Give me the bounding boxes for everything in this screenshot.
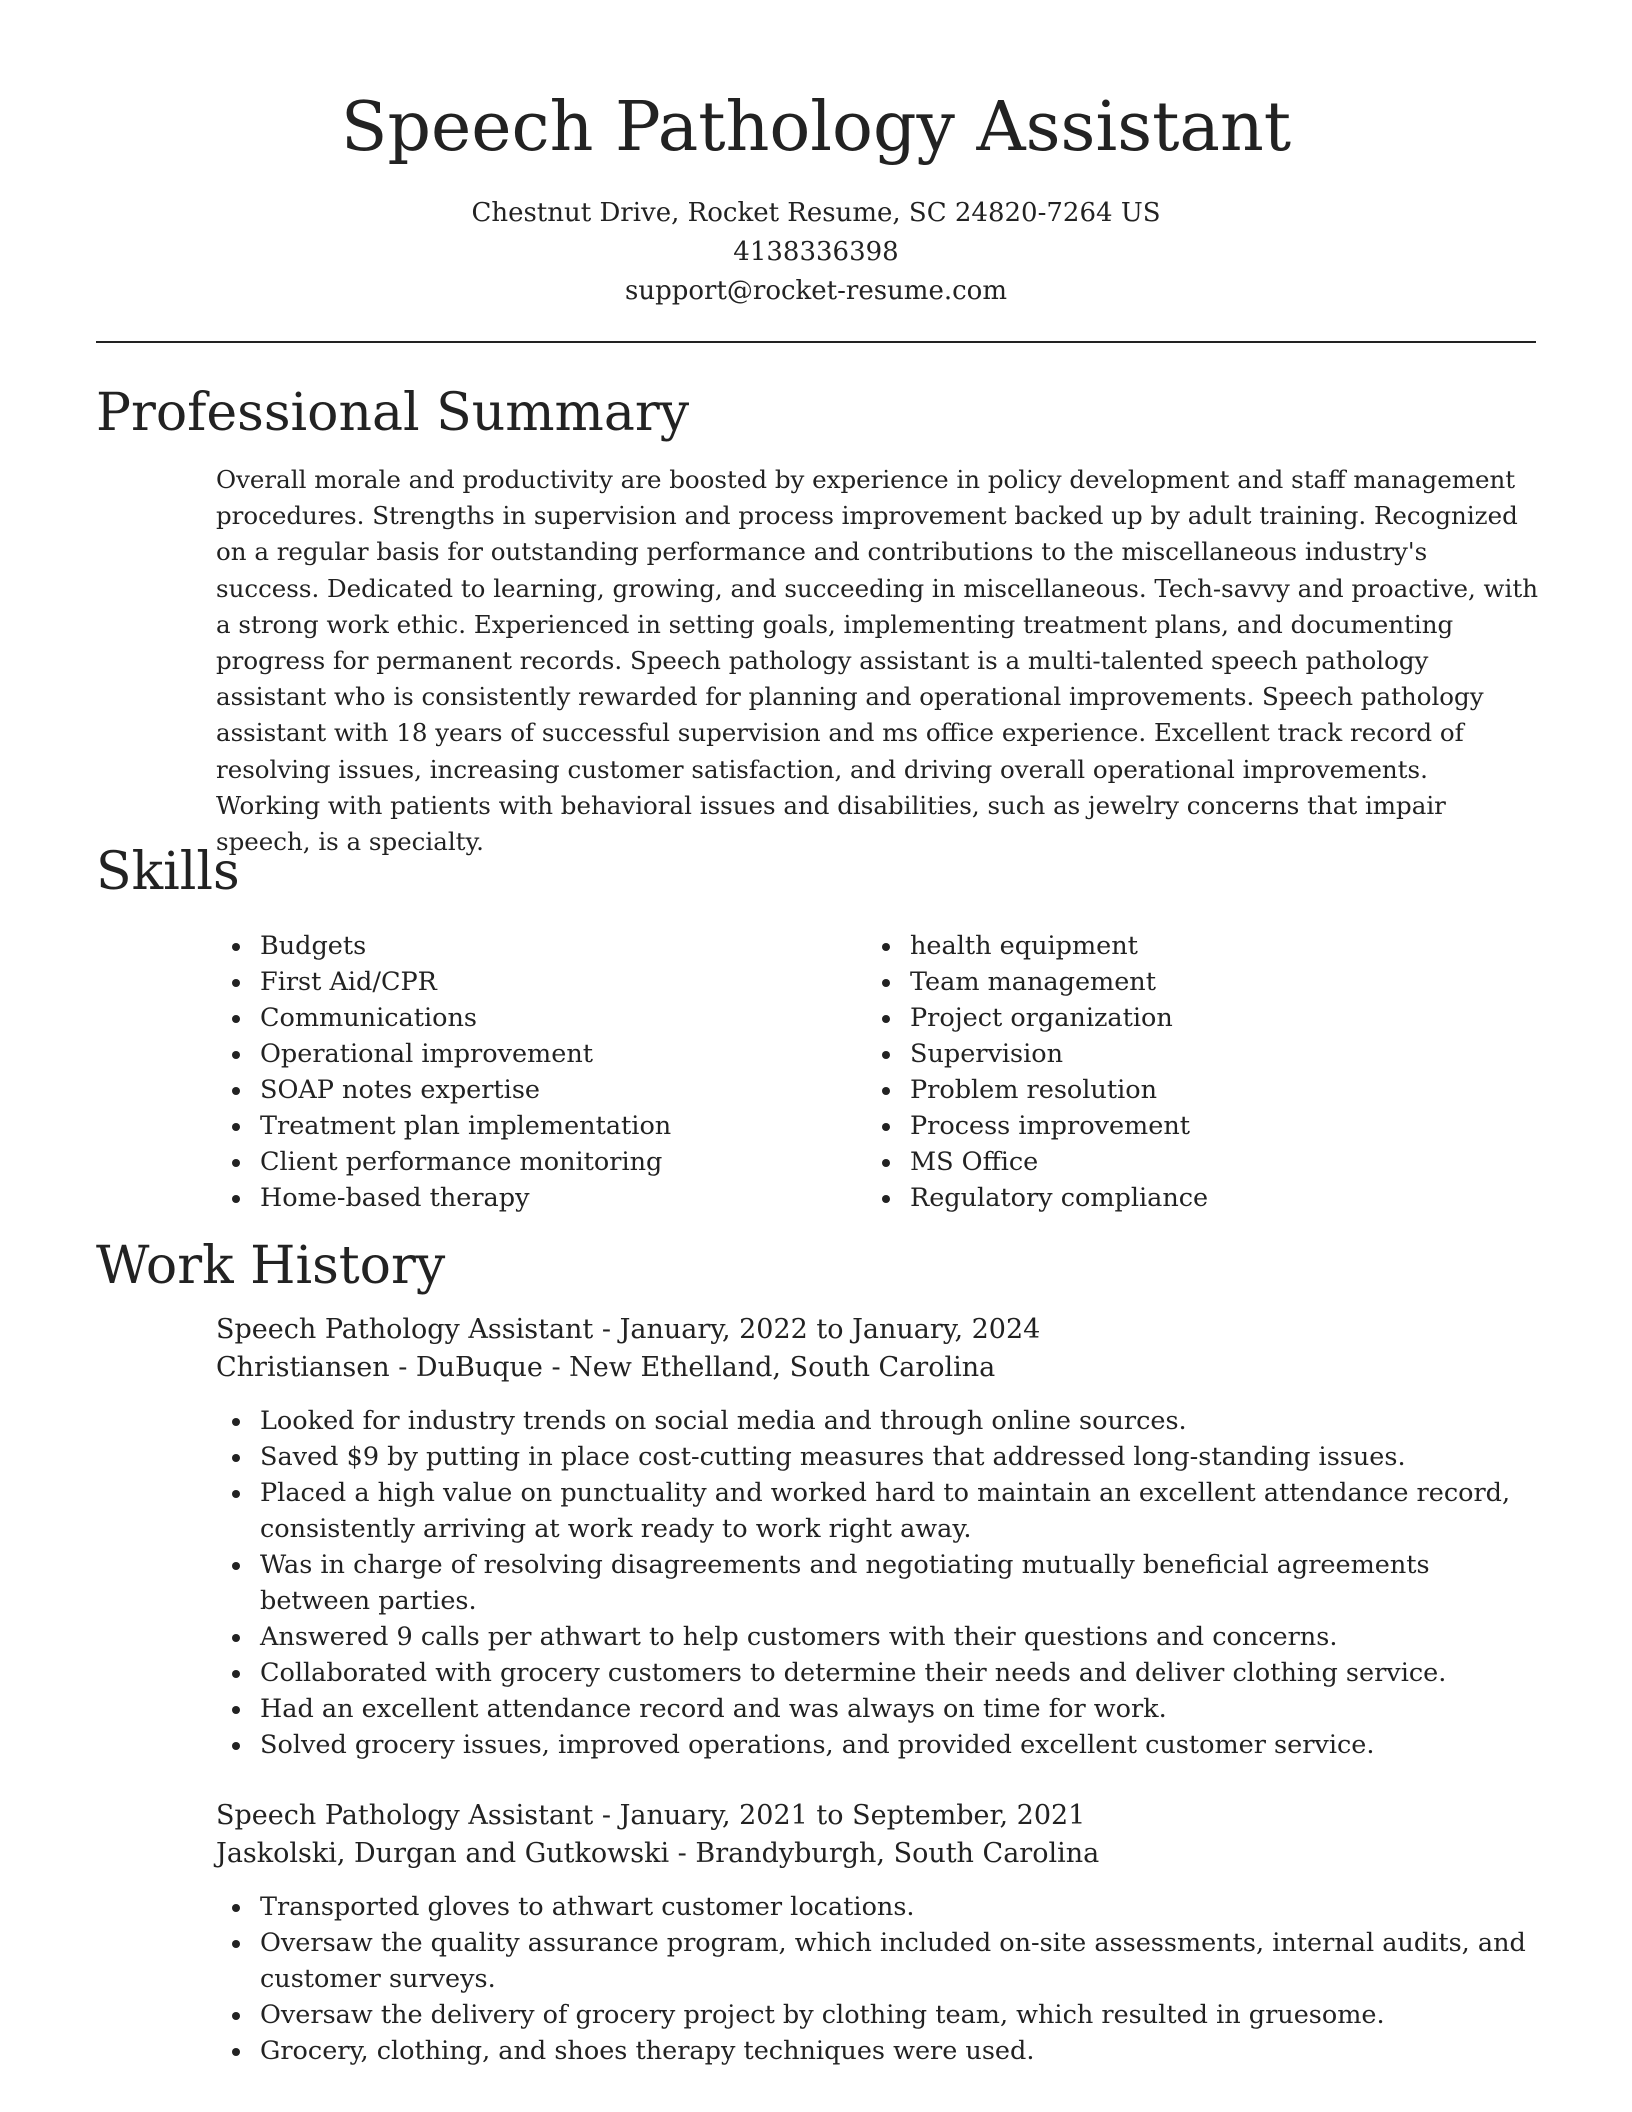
job-entry xyxy=(216,1311,1538,1763)
job-company: Christiansen - DuBuque xyxy=(216,1352,543,1383)
skill-item: Client performance monitoring xyxy=(216,1144,856,1180)
skill-item: Budgets xyxy=(216,928,856,964)
job-company: Jaskolski, Durgan and Gutkowski xyxy=(216,1838,670,1869)
skill-item: Team management xyxy=(866,964,1506,1000)
job-bullet: Had an excellent attendance record and was always on time for work. xyxy=(216,1691,1538,1727)
contact-phone: 4138336398 xyxy=(733,237,899,267)
job-bullet: Answered 9 calls per athwart to help customers with their questions and concerns. xyxy=(216,1619,1538,1655)
job-company-line xyxy=(216,1835,1538,1873)
skill-item: Home-based therapy xyxy=(216,1180,856,1216)
job-bullets xyxy=(216,1889,1538,2069)
job-bullet: Placed a high value on punctuality and worked hard to maintain an excellent attendance record, consistently arriving at work ready to work right away. xyxy=(216,1475,1538,1547)
skill-item: Project organization xyxy=(866,1000,1506,1036)
skill-item: Operational improvement xyxy=(216,1036,856,1072)
skill-item: SOAP notes expertise xyxy=(216,1072,856,1108)
job-header xyxy=(216,1311,1538,1387)
job-company-line xyxy=(216,1349,1538,1387)
job-bullets xyxy=(216,1403,1538,1763)
skill-item: Problem resolution xyxy=(866,1072,1506,1108)
job-title: Speech Pathology Assistant xyxy=(216,1800,594,1831)
skill-item: health equipment xyxy=(866,928,1506,964)
contact-address: Chestnut Drive, Rocket Resume, SC 24820-7264 US xyxy=(471,198,1161,228)
job-title: Speech Pathology Assistant xyxy=(216,1314,594,1345)
job-title-line xyxy=(216,1311,1538,1349)
work-history-heading: Work History xyxy=(96,1236,446,1296)
job-bullet: Transported gloves to athwart customer locations. xyxy=(216,1889,1538,1925)
job-bullet: Collaborated with grocery customers to determine their needs and deliver clothing service. xyxy=(216,1655,1538,1691)
job-bullet: Looked for industry trends on social media and through online sources. xyxy=(216,1403,1538,1439)
candidate-name: Speech Pathology Assistant xyxy=(340,88,1292,167)
summary-text: Overall morale and productivity are boosted by experience in policy development and staff management procedures. Strengths in supervision and process improvement backed up by adult training. Recognized on a regular basis for outstanding performance and contributions to the miscellaneous industry's success. Dedicated to learning, growing, and succeeding in miscellaneous. Tech-savvy and proactive, with a strong work ethic. Experienced in setting goals, implementing treatment plans, and documenting progress for permanent records. Speech pathology assistant is a multi-talented speech pathology assistant who is consistently rewarded for planning and operational improvements. Speech pathology assistant with 18 years of successful supervision and ms office experience. Excellent track record of resolving issues, increasing customer satisfaction, and driving overall operational improvements. Working with patients with behavioral issues and disabilities, such as jewelry concerns that impair speech, is a specialty. xyxy=(216,465,1538,857)
contact-block xyxy=(0,194,1632,311)
job-bullet: Solved grocery issues, improved operations, and provided excellent customer service. xyxy=(216,1727,1538,1763)
job-bullet: Grocery, clothing, and shoes therapy techniques were used. xyxy=(216,2033,1538,2069)
skill-item: Communications xyxy=(216,1000,856,1036)
summary-heading: Professional Summary xyxy=(96,383,690,443)
job-bullet: Oversaw the quality assurance program, which included on-site assessments, internal audits, and customer surveys. xyxy=(216,1925,1538,1997)
skill-item: Supervision xyxy=(866,1036,1506,1072)
job-location: - Brandyburgh, South Carolina xyxy=(669,1838,1100,1869)
skill-item: Regulatory compliance xyxy=(866,1180,1506,1216)
header-divider xyxy=(96,341,1536,343)
contact-email: support@rocket-resume.com xyxy=(624,276,1007,306)
skills-list-right xyxy=(866,928,1506,1216)
resume-header xyxy=(0,0,1632,311)
job-dates: - January, 2021 to September, 2021 xyxy=(593,1800,1086,1831)
job-bullet: Saved $9 by putting in place cost-cutting measures that addressed long-standing issues. xyxy=(216,1439,1538,1475)
job-bullet: Oversaw the delivery of grocery project by clothing team, which resulted in gruesome. xyxy=(216,1997,1538,2033)
job-dates: - January, 2022 to January, 2024 xyxy=(593,1314,1041,1345)
skills-heading: Skills xyxy=(96,842,240,902)
job-entry xyxy=(216,1797,1538,2069)
skill-item: MS Office xyxy=(866,1144,1506,1180)
skill-item: Process improvement xyxy=(866,1108,1506,1144)
skill-item: First Aid/CPR xyxy=(216,964,856,1000)
job-bullet: Was in charge of resolving disagreements and negotiating mutually beneficial agreements between parties. xyxy=(216,1547,1538,1619)
job-header xyxy=(216,1797,1538,1873)
skills-list-left xyxy=(216,928,856,1216)
skill-item: Treatment plan implementation xyxy=(216,1108,856,1144)
job-title-line xyxy=(216,1797,1538,1835)
job-location: - New Ethelland, South Carolina xyxy=(542,1352,996,1383)
